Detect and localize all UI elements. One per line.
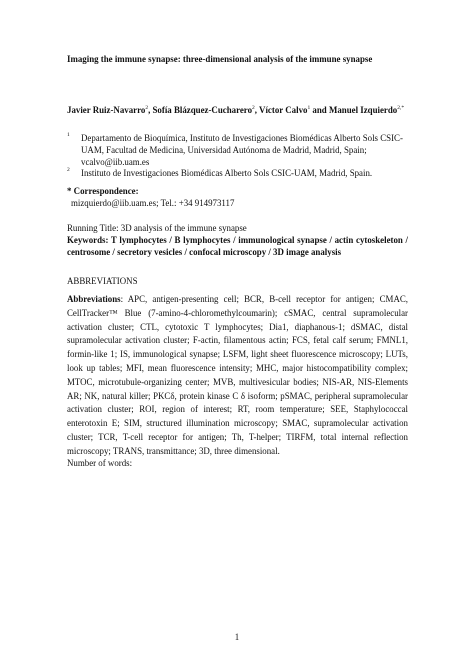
affiliation-number: 1	[67, 132, 70, 138]
affiliation-text: Instituto de Investigaciones Biomédicas Alberto Sols CSIC-UAM, Madrid, Spain.	[81, 168, 373, 178]
page-number: 1	[234, 632, 240, 642]
author-affiliation-mark: 2	[145, 105, 149, 111]
affiliation-number: 2	[67, 167, 70, 173]
author-name: Javier Ruiz-Navarro	[67, 104, 146, 115]
abbreviations-lead: Abbreviations	[67, 294, 121, 304]
author-separator: ,	[254, 104, 260, 115]
correspondence-contact: mizquierdo@iib.uam.es; Tel.: +34 914973117	[71, 198, 235, 208]
author-name: Sofía Blázquez-Cucharero	[152, 104, 253, 115]
word-count-label: Number of words:	[67, 458, 133, 468]
abbreviations-heading: ABBREVIATIONS	[67, 276, 138, 286]
keywords: Keywords: T lymphocytes / B lymphocytes / immunological synapse / actin cytoskeleton / centrosome / secretory vesicles / confocal microscopy / 3D image analysis	[67, 235, 408, 257]
author-affiliation-mark: 2	[252, 105, 255, 111]
author-affiliation-mark: 1	[307, 105, 311, 111]
author-affiliation-mark: 2,*	[397, 105, 405, 111]
author-name: Víctor Calvo	[259, 104, 308, 115]
correspondence-label: * Correspondence:	[67, 186, 139, 196]
author-separator: ,	[148, 104, 153, 115]
affiliation-text: Departamento de Bioquímica, Instituto de Investigaciones Biomédicas Alberto Sols CSIC-UAM, Facultad de Medicina, Universidad Autónoma de Madrid, Madrid, Spain; vcalvo@iib.uam.es	[81, 133, 403, 167]
author-list	[67, 102, 408, 116]
paper-title: Imaging the immune synapse: three-dimensional analysis of the immune synapse	[67, 54, 373, 64]
running-title: Running Title: 3D analysis of the immune synapse	[67, 223, 247, 233]
author-name: Manuel Izquierdo	[328, 104, 398, 115]
abbreviations-text: : APC, antigen-presenting cell; BCR, B-cell receptor for antigen; CMAC, CellTracker™ Blue (7-amino-4-chloromethylcoumarin); cSMAC, central supramolecular activation cluster; CTL, cytotoxic T lymphocytes; Dia1, diaphanous-1; dSMAC, distal supramolecular activation cluster; F-actin, filamentous actin; FCS, fetal calf serum; FMNL1, formin-like 1; IS, immunological synapse; LSFM, light sheet fluorescence microscopy; LUTs, look up tables; MFI, mean fluorescence intensity; MHC, major histocompatibility complex; MTOC, microtubule-organizing center; MVB, multivesicular bodies; NIS-AR, NIS-Elements AR; NK, natural killer; PKCδ, protein kinase C δ isoform; pSMAC, peripheral supramolecular activation cluster; ROI, region of interest; RT, room temperature; SEE, Staphylococcal enterotoxin E; SIM, structured illumination microscopy; SMAC, supramolecular activation cluster; TCR, T-cell receptor for antigen; Th, T-helper; TIRFM, total internal reflection microscopy; TRANS, transmittance; 3D, three dimensional.	[67, 294, 408, 456]
author-separator: and	[310, 104, 329, 115]
abbreviations-paragraph	[67, 293, 408, 459]
